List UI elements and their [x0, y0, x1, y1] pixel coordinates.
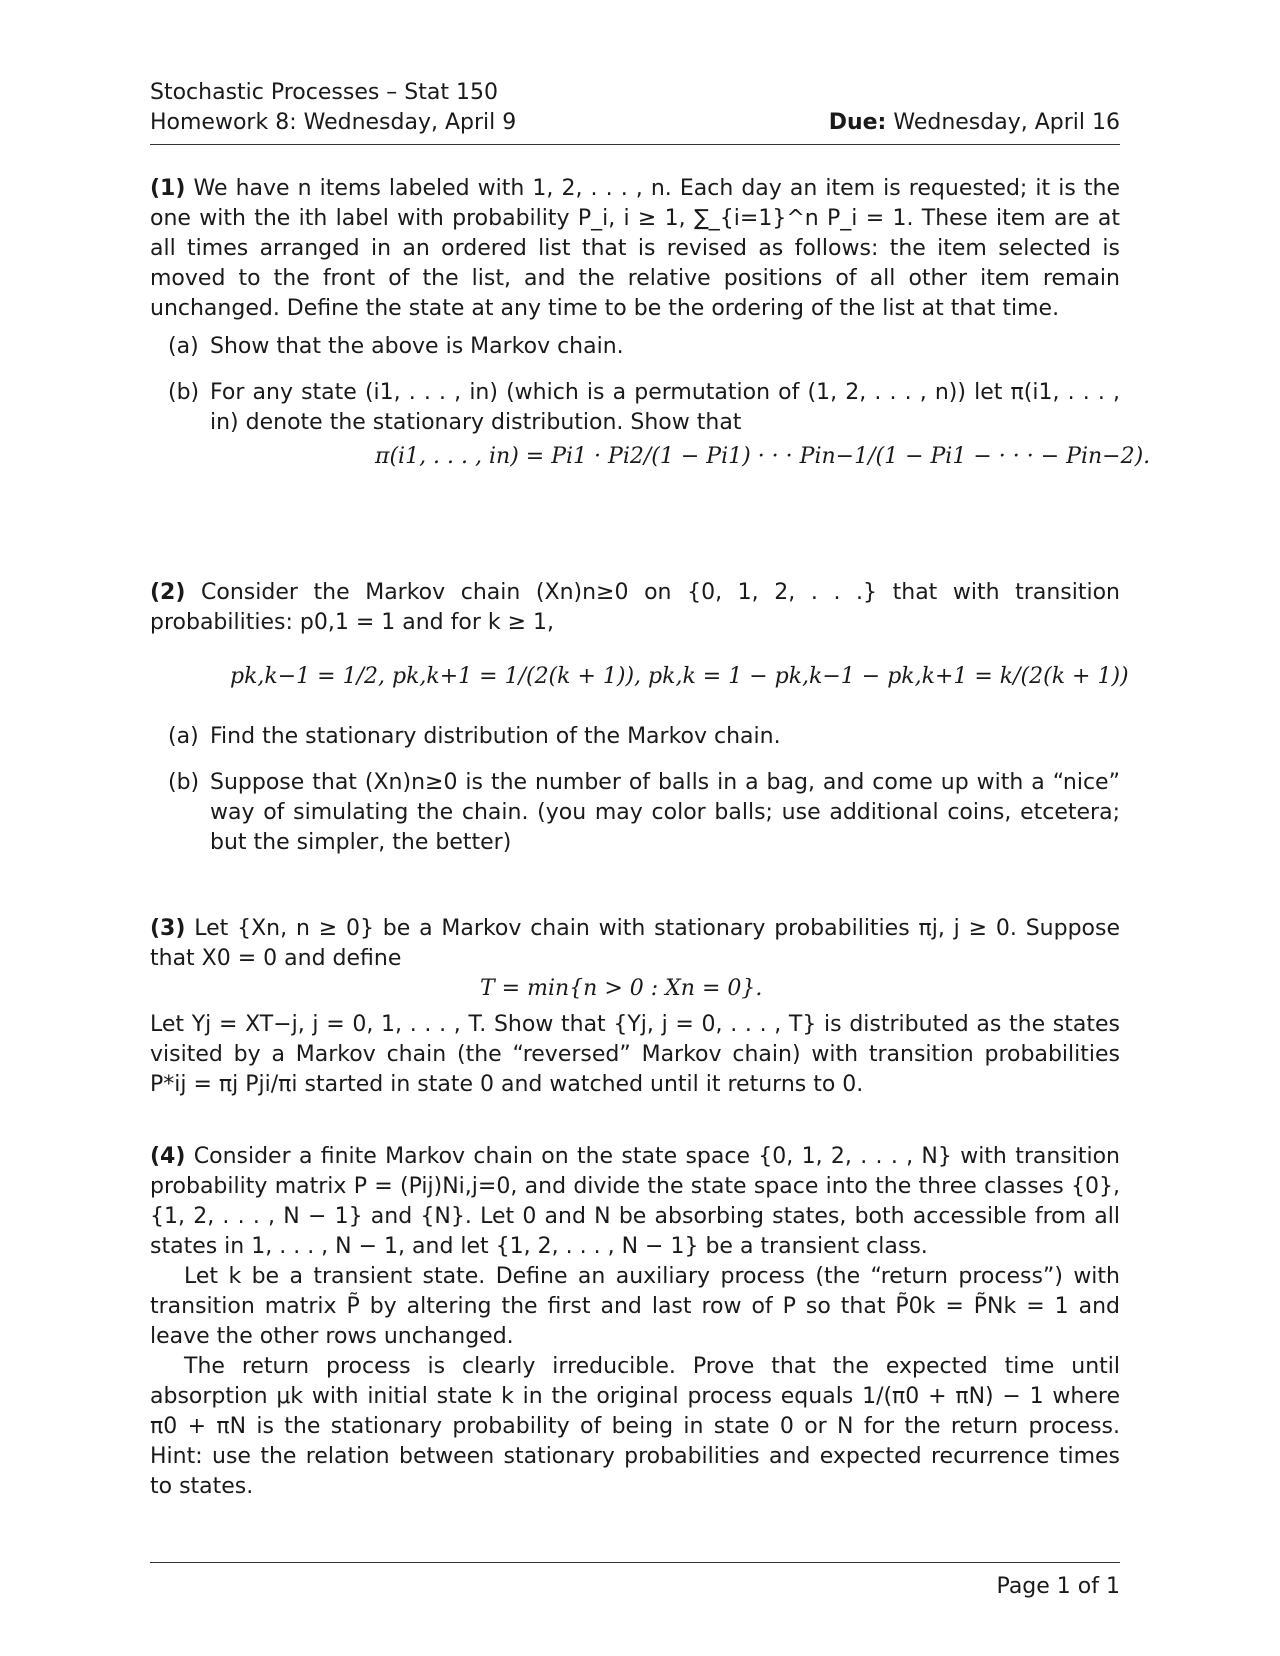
problem-3-number: (3)	[150, 916, 186, 941]
due-date: Wednesday, April 16	[893, 110, 1120, 135]
part-text: For any state (i1, . . . , in) (which is a permutation of (1, 2, . . . , n)) let π(i1, . . . , in) denote the stationary distribution. Show that	[210, 380, 1120, 435]
problem-2-part-b	[168, 768, 1120, 858]
course-title: Stochastic Processes – Stat 150	[150, 80, 498, 105]
problem-4-text: Consider a finite Markov chain on the state space {0, 1, 2, . . . , N} with transition probability matrix P = (Pij)Ni,j=0, and divide the state space into the three classes {0}, {1, 2, . . . , N − 1} and {N}. Let 0 and N be absorbing states, both accessible from all states in 1, . . . , N − 1, and let {1, 2, . . . , N − 1} be a transient class.	[150, 1144, 1121, 1259]
problem-3-equation	[480, 976, 762, 1001]
problem-2-intro	[150, 578, 1120, 638]
problem-2-equation	[230, 664, 1129, 689]
equation-text: T = min{n > 0 : Xn = 0}.	[480, 976, 763, 1001]
problem-4-para-3: The return process is clearly irreducible. Prove that the expected time until absorption μk with initial state k in the original process equals 1/(π0 + πN) − 1 where π0 + πN is the stationary probability of being in state 0 or N for the return process. Hint: use the relation between stationary probabilities and expected recurrence times to states.	[150, 1354, 1120, 1499]
header	[150, 78, 1120, 138]
problem-1-part-a	[168, 332, 1120, 362]
part-text: Show that the above is Markov chain.	[210, 334, 624, 359]
header-rule	[150, 144, 1120, 145]
problem-3-body: Let Yj = XT−j, j = 0, 1, . . . , T. Show that {Yj, j = 0, . . . , T} is distributed as the states visited by a Markov chain (the “reversed” Markov chain) with transition probabilities P*ij = πj Pji/πi started in state 0 and watched until it returns to 0.	[150, 1012, 1120, 1097]
part-text: Find the stationary distribution of the Markov chain.	[210, 724, 781, 749]
equation-text: π(i1, . . . , in) = Pi1 · Pi2/(1 − Pi1) · · · Pin−1/(1 − Pi1 − · · · − Pin−2).	[375, 444, 1151, 469]
problem-1-number: (1)	[150, 176, 186, 201]
problem-2-part-a	[168, 722, 1120, 752]
footer-rule	[150, 1562, 1120, 1563]
part-label: (a)	[168, 724, 199, 749]
part-label: (b)	[168, 770, 200, 795]
due-info	[829, 108, 1120, 138]
problem-3-text: Let {Xn, n ≥ 0} be a Markov chain with stationary probabilities πj, j ≥ 0. Suppose that X0 = 0 and define	[150, 916, 1120, 971]
page	[150, 78, 1151, 1499]
problem-1-equation	[375, 444, 1150, 469]
problem-4-intro	[150, 1142, 1120, 1262]
problem-4-number: (4)	[150, 1144, 186, 1169]
problem-1-part-b	[168, 378, 1120, 438]
part-text: Suppose that (Xn)n≥0 is the number of balls in a bag, and come up with a “nice” way of simulating the chain. (you may color balls; use additional coins, etcetera; but the simpler, the better)	[210, 770, 1120, 855]
part-label: (a)	[168, 334, 199, 359]
due-label: Due:	[828, 110, 887, 135]
homework-title: Homework 8: Wednesday, April 9	[150, 110, 517, 135]
problem-4-para-2: Let k be a transient state. Define an auxiliary process (the “return process”) with transition matrix P̃ by altering the first and last row of P so that P̃0k = P̃Nk = 1 and leave the other rows unchanged.	[150, 1264, 1120, 1349]
problem-2-number: (2)	[150, 580, 186, 605]
problem-3-intro	[150, 914, 1120, 974]
part-label: (b)	[168, 380, 200, 405]
problem-1-text: We have n items labeled with 1, 2, . . . , n. Each day an item is requested; it is the one with the ith label with probability P_i, i ≥ 1, ∑_{i=1}^n P_i = 1. These item are at all times arranged in an ordered list that is revised as follows: the item selected is moved to the front of the list, and the relative positions of all other item remain unchanged. Define the state at any time to be the ordering of the list at that time.	[150, 176, 1120, 321]
problem-1-intro	[150, 174, 1120, 324]
equation-text: pk,k−1 = 1/2, pk,k+1 = 1/(2(k + 1)), pk,k = 1 − pk,k−1 − pk,k+1 = k/(2(k + 1))	[230, 664, 1129, 689]
problem-2-text: Consider the Markov chain (Xn)n≥0 on {0, 1, 2, . . .} that with transition probabilities: p0,1 = 1 and for k ≥ 1,	[150, 580, 1120, 635]
page-number: Page 1 of 1	[996, 1574, 1120, 1599]
